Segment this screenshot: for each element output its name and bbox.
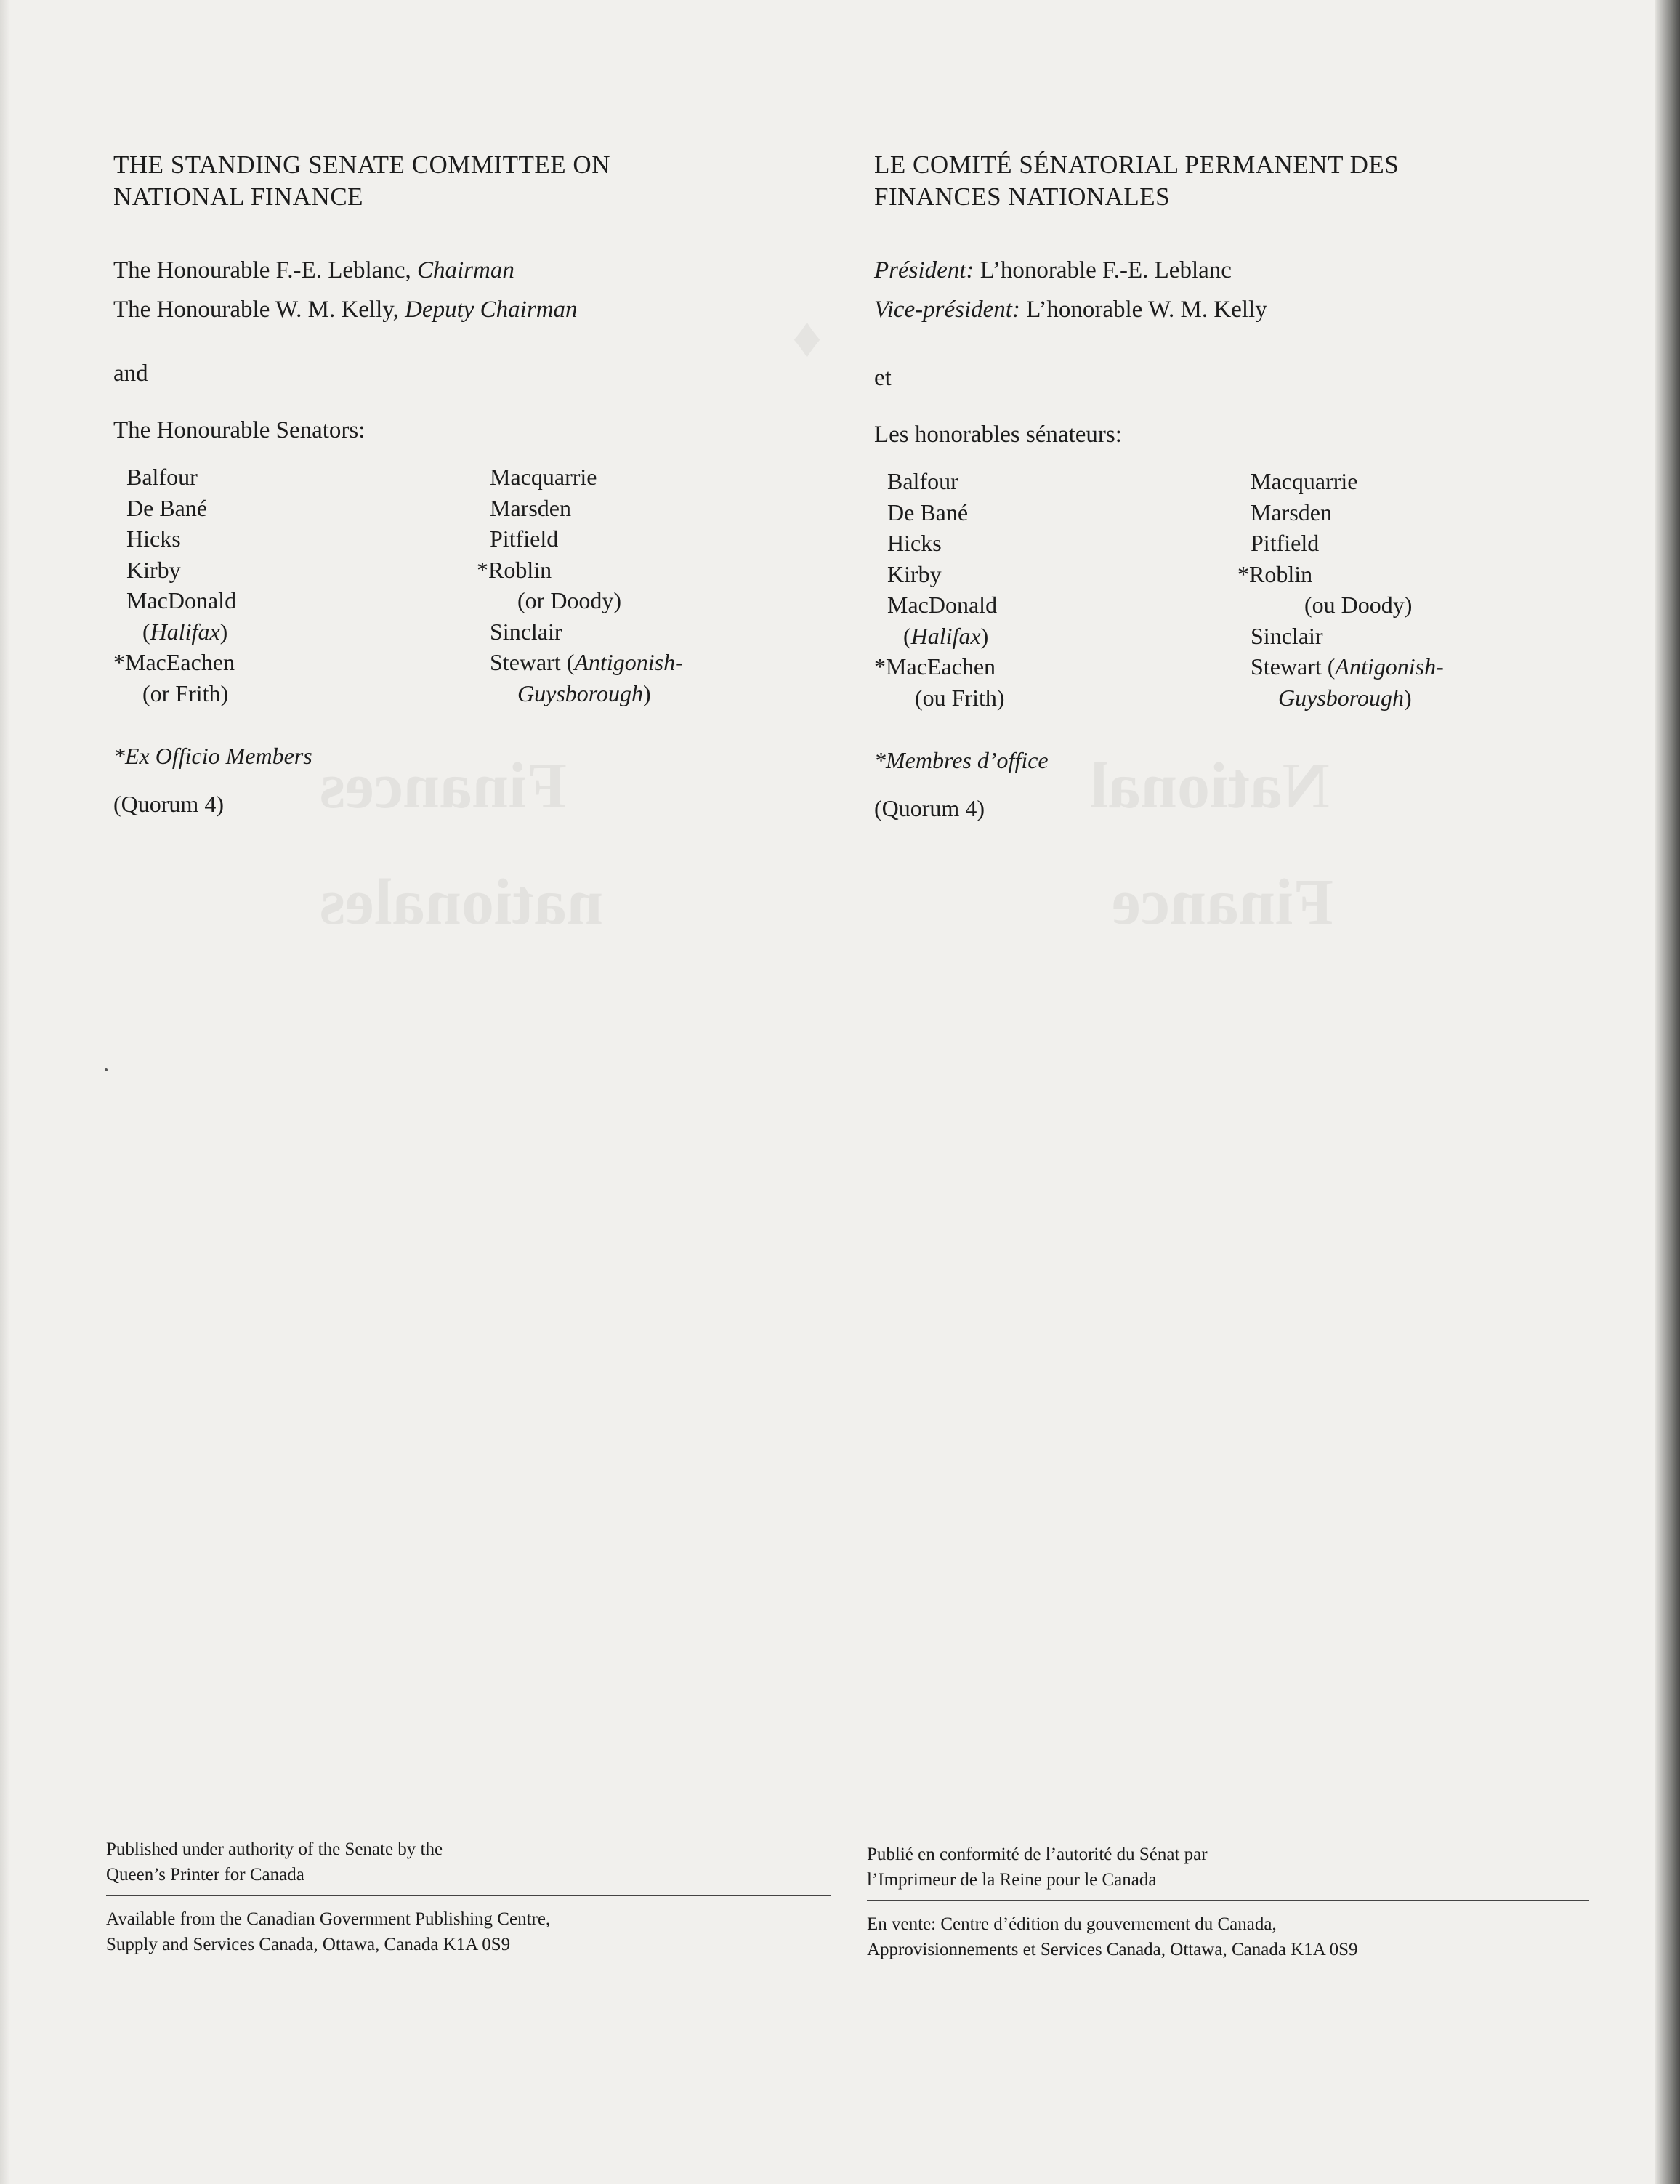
show-through-ghost: National [1090,750,1330,822]
senator-alternate: (or Frith) [142,680,229,706]
deputy-chairman-line [113,290,767,329]
senator-name: Macquarrie [1251,468,1358,494]
stewart-prefix: Stewart ( [1251,653,1336,680]
senators-list [113,462,767,709]
division-name: Halifax [910,622,981,649]
available-line-2: Approvisionnements et Services Canada, Ottawa, Canada K1A 0S9 [867,1940,1358,1959]
committee-title-french [874,149,1528,213]
senator-name: *MacEachen [874,653,996,680]
deputy-chairman-name: The Honourable W. M. Kelly, [113,297,405,323]
quorum-note: (Quorum 4) [874,795,985,821]
senator-name: Hicks [126,525,181,552]
deputy-chairman-role: Deputy Chairman [405,297,578,323]
divider-rule [106,1895,831,1896]
senator-name: MacDonald [126,587,237,613]
senator-name: Balfour [887,468,958,494]
senator-name: Kirby [126,556,181,583]
senator-name: Macquarrie [490,464,597,490]
and-text: et [874,365,892,391]
vice-president-role: Vice-président: [874,297,1020,323]
senator-name: *MacEachen [113,649,235,675]
senators-heading: The Honourable Senators: [113,417,366,443]
senators-column-2 [1237,466,1514,713]
paren-close: ) [643,680,651,706]
published-line-1: Publié en conformité de l’autorité du Sénat par [867,1845,1208,1864]
vice-president-name: L’honorable W. M. Kelly [1019,297,1267,323]
committee-title-english [113,149,767,213]
senator-name: MacDonald [887,592,998,618]
publication-notice-english [106,1837,833,1957]
stewart-prefix: Stewart ( [490,649,575,675]
title-line-1: THE STANDING SENATE COMMITTEE ON [113,150,610,179]
senator-name: Marsden [490,494,571,521]
senators-column-1 [874,466,1237,713]
title-line-1: LE COMITÉ SÉNATORIAL PERMANENT DES [874,150,1400,179]
senator-name: Balfour [126,464,198,490]
senators-heading: Les honorables sénateurs: [874,422,1122,448]
stewart-division-2: Guysborough [517,680,644,706]
senator-name-stewart [1237,651,1514,682]
show-through-ghost: nationales [320,866,604,938]
publication-notice-french [867,1842,1594,1962]
published-line-2: l’Imprimeur de la Reine pour le Canada [867,1870,1157,1890]
page-binding-shadow [1655,0,1680,2184]
senator-alternate: (ou Frith) [915,684,1005,711]
senator-division [1237,682,1514,714]
paren-close: ) [980,622,989,649]
show-through-ghost: Finance [1112,866,1333,938]
senator-alternate: (ou Doody) [1304,592,1413,618]
president-role: Président: [874,257,974,283]
show-through-ghost: Finances [320,750,568,822]
senator-name: Pitfield [490,525,559,552]
vice-president-line [874,290,1528,329]
stewart-division-2: Guysborough [1278,684,1405,711]
page-left-edge [0,0,10,2184]
english-column [113,149,767,821]
stewart-division-1: Antigonish- [1335,653,1444,680]
senator-name-stewart [477,647,753,678]
president-name: L’honorable F.-E. Leblanc [974,257,1232,283]
senator-name: De Bané [126,494,208,521]
senator-division [477,678,753,709]
division-name: Halifax [150,618,220,645]
senator-name: Hicks [887,530,942,556]
senators-column-2 [477,462,753,709]
stewart-division-1: Antigonish- [574,649,683,675]
senator-name: Pitfield [1251,530,1320,556]
title-line-2: FINANCES NATIONALES [874,182,1171,211]
chairman-name: The Honourable F.-E. Leblanc, [113,257,417,283]
available-line-2: Supply and Services Canada, Ottawa, Canada K1A 0S9 [106,1935,511,1954]
senator-name: De Bané [887,499,969,525]
senators-column-1 [113,462,477,709]
title-line-2: NATIONAL FINANCE [113,182,364,211]
senators-list [874,466,1528,713]
senator-name: *Roblin [477,556,552,583]
ex-officio-note: *Membres d’office [874,747,1049,773]
paren-open: ( [142,618,150,645]
published-line-2: Queen’s Printer for Canada [106,1865,304,1885]
chairman-line [113,251,767,290]
show-through-ghost: ♦ [792,306,822,370]
french-column [874,149,1528,825]
divider-rule [867,1900,1589,1901]
paren-open: ( [903,622,911,649]
senator-division [874,621,1237,652]
available-line-1: En vente: Centre d’édition du gouvernement du Canada, [867,1914,1277,1934]
senator-name: Kirby [887,560,942,587]
paren-close: ) [1404,684,1412,711]
senator-name: Sinclair [490,618,562,645]
quorum-note: (Quorum 4) [113,791,224,817]
president-line [874,251,1528,290]
senator-alternate: (or Doody) [517,587,622,613]
paren-close: ) [219,618,228,645]
available-line-1: Available from the Canadian Government Publishing Centre, [106,1909,551,1929]
senator-name: *Roblin [1237,560,1313,587]
published-line-1: Published under authority of the Senate by the [106,1840,443,1859]
chairman-role: Chairman [416,257,514,283]
and-text: and [113,360,148,387]
ex-officio-note: *Ex Officio Members [113,743,312,769]
senator-name: Sinclair [1251,622,1323,649]
senator-name: Marsden [1251,499,1332,525]
speck [105,1068,108,1071]
senator-division [113,616,477,648]
